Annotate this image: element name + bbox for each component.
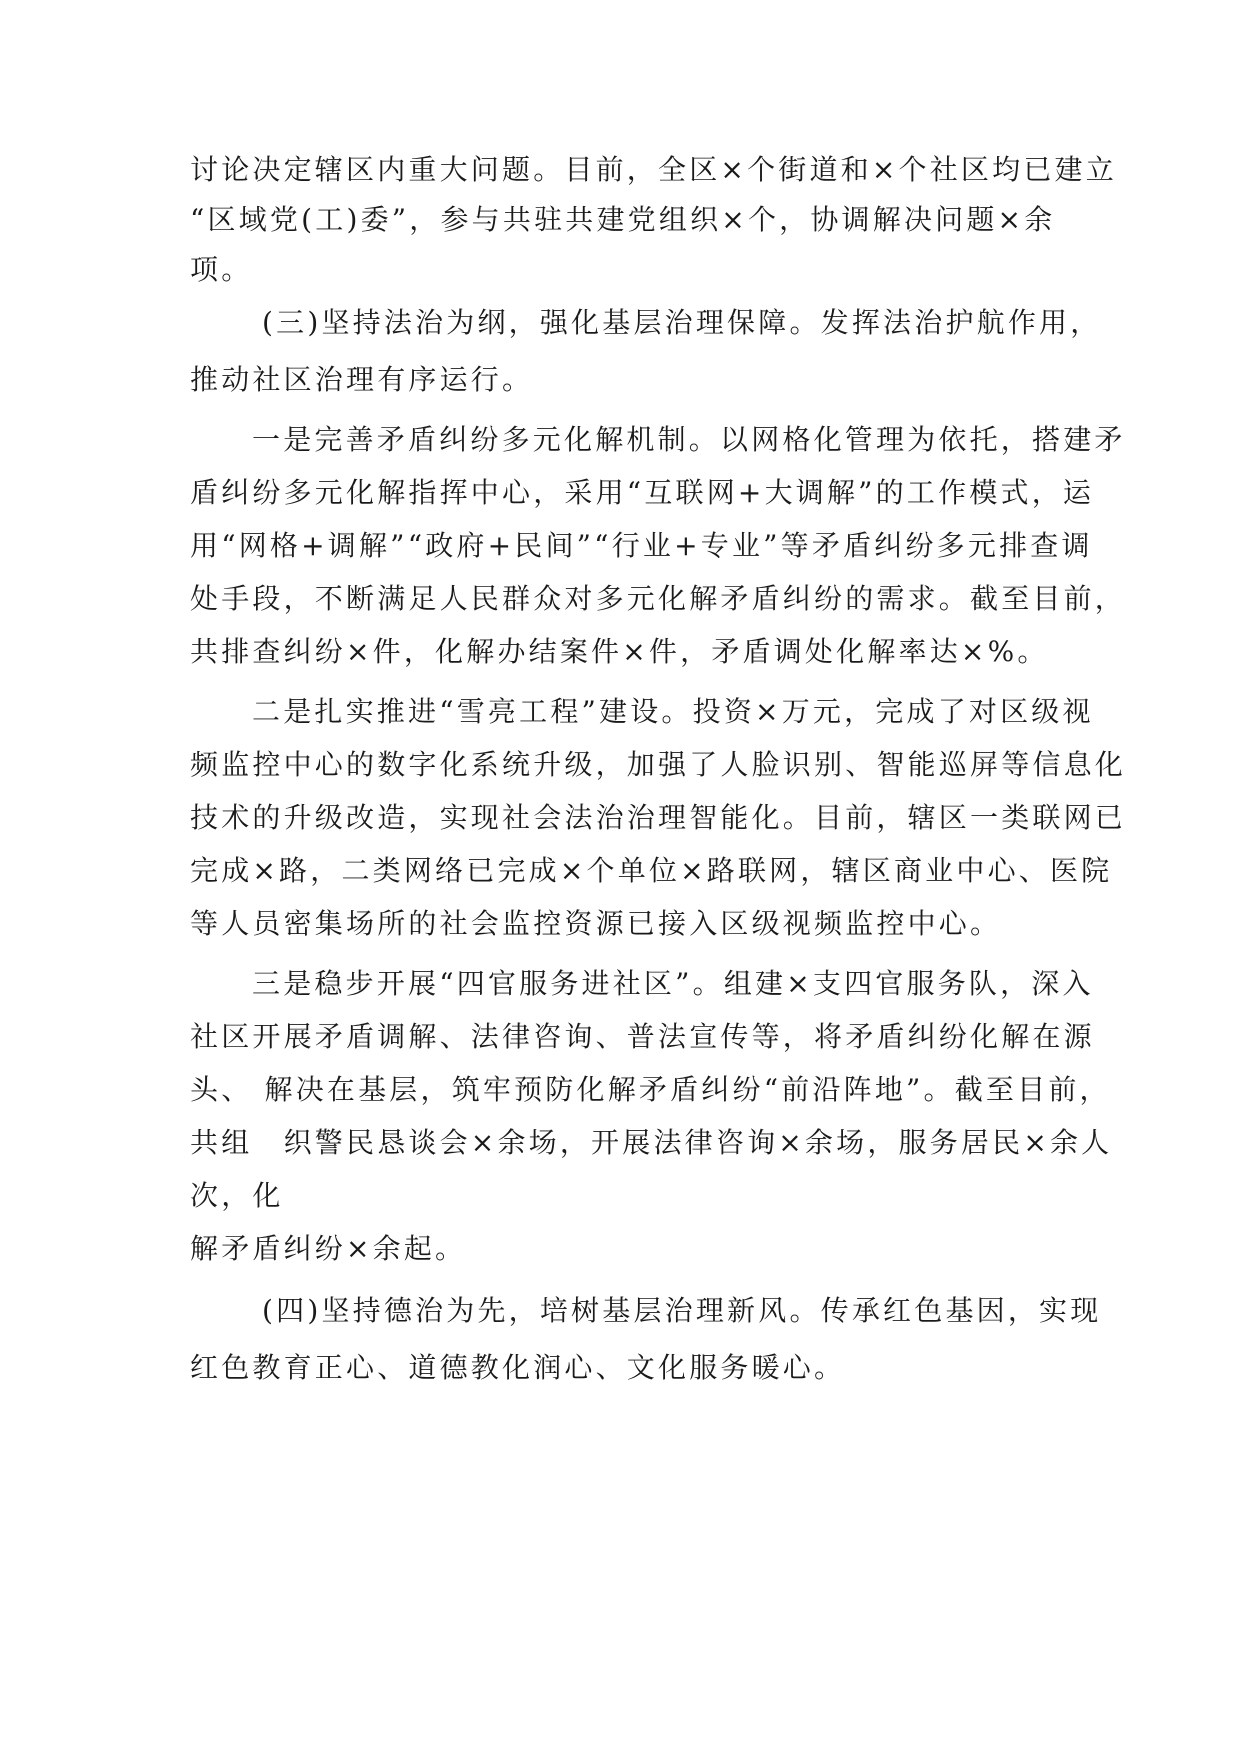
body-text-line: 社区开展矛盾调解、法律咨询、普法宣传等，将矛盾纠纷化解在源 xyxy=(190,1020,1095,1053)
body-text-line: 等人员密集场所的社会监控资源已接入区级视频监控中心。 xyxy=(190,907,1002,940)
paragraph-first-line: 三是稳步开展“四官服务进社区”。组建×支四官服务队，深入 xyxy=(252,967,1094,1000)
body-text-line: 头、 解决在基层，筑牢预防化解矛盾纠纷“前沿阵地”。截至目前， xyxy=(190,1073,1111,1106)
body-text-line: 红色教育正心、道德教化润心、文化服务暖心。 xyxy=(190,1351,846,1384)
body-text-line: 解矛盾纠纷×余起。 xyxy=(190,1232,467,1265)
body-text-line: 处手段，不断满足人民群众对多元化解矛盾纠纷的需求。截至目前， xyxy=(190,582,1127,615)
paragraph-first-line: 二是扎实推进“雪亮工程”建设。投资×万元，完成了对区级视 xyxy=(252,695,1094,728)
body-text-line: 完成×路，二类网络已完成×个单位×路联网，辖区商业中心、医院 xyxy=(190,854,1113,887)
body-text-line: 共排查纠纷×件，化解办结案件×件，矛盾调处化解率达×%。 xyxy=(190,635,1049,668)
body-text-line: 共组 织警民恳谈会×余场，开展法律咨询×余场，服务居民×余人 xyxy=(190,1126,1113,1159)
body-text-line: 用“网格+调解”“政府+民间”“行业+专业”等矛盾纠纷多元排查调 xyxy=(190,529,1093,562)
section-heading-4: (四)坚持德治为先，培树基层治理新风。传承红色基因，实现 xyxy=(262,1294,1102,1327)
body-text-line: 频监控中心的数字化系统升级，加强了人脸识别、智能巡屏等信息化 xyxy=(190,748,1127,781)
body-text-line: 讨论决定辖区内重大问题。目前，全区×个街道和×个社区均已建立 xyxy=(190,153,1117,186)
body-text-line: “区域党(工)委”，参与共驻共建党组织×个，协调解决问题×余 xyxy=(190,203,1056,236)
paragraph-first-line: 一是完善矛盾纠纷多元化解机制。以网格化管理为依托，搭建矛 xyxy=(252,423,1126,456)
body-text-line: 盾纠纷多元化解指挥中心，采用“互联网+大调解”的工作模式，运 xyxy=(190,476,1095,509)
section-heading-3: (三)坚持法治为纲，强化基层治理保障。发挥法治护航作用， xyxy=(262,306,1102,339)
body-text-line: 项。 xyxy=(190,253,253,286)
body-text-line: 推动社区治理有序运行。 xyxy=(190,363,534,396)
body-text-line: 技术的升级改造，实现社会法治治理智能化。目前，辖区一类联网已 xyxy=(190,801,1127,834)
body-text-line: 次，化 xyxy=(190,1179,284,1212)
